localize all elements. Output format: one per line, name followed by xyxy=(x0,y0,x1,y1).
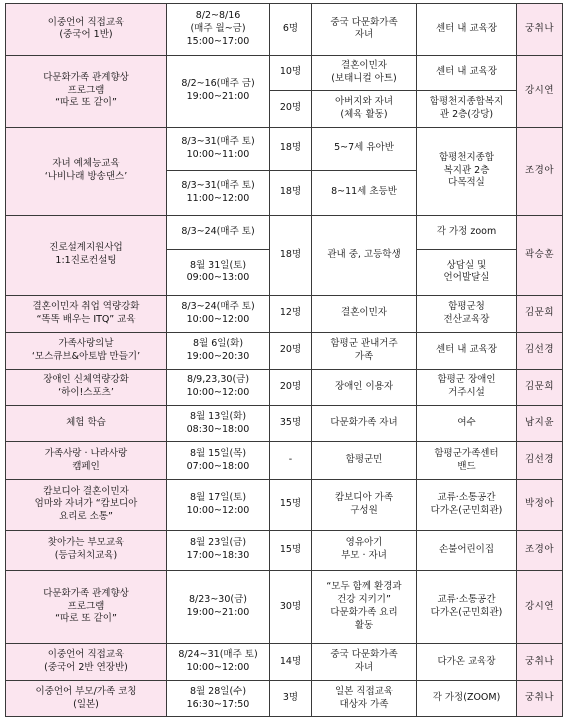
date-cell: 8/3~24(매주 토) 10:00~12:00 xyxy=(167,295,270,332)
contact-cell: 박정아 xyxy=(517,479,563,530)
date-cell: 8월 28일(수) 16:30~17:50 xyxy=(167,681,270,717)
target-cell: 결혼이민자 (보태니컬 아트) xyxy=(312,55,417,90)
venue-cell: 교류·소통공간 다가온(군민회관) xyxy=(417,479,517,530)
contact-cell: 궁취나 xyxy=(517,4,563,56)
program-cell: 결혼이민자 취업 역량강화 “똑똑 배우는 ITQ” 교육 xyxy=(6,295,167,332)
venue-cell: 함평군 장애인 거주시설 xyxy=(417,369,517,405)
venue-cell: 교류·소통공간 다가온(군민회관) xyxy=(417,571,517,644)
contact-cell: 강시연 xyxy=(517,571,563,644)
table-row xyxy=(6,442,563,479)
target-cell: 중국 다문화가족 자녀 xyxy=(312,643,417,680)
count-cell: 35명 xyxy=(270,406,312,442)
date-cell: 8/2~8/16 (매주 월~금) 15:00~17:00 xyxy=(167,4,270,56)
table-row xyxy=(6,643,563,680)
contact-cell: 김문희 xyxy=(517,295,563,332)
date-cell: 8/9,23,30(금) 10:00~12:00 xyxy=(167,369,270,405)
program-cell: 자녀 예체능교육 ‘나비나래 방송댄스’ xyxy=(6,127,167,215)
contact-cell: 강시연 xyxy=(517,55,563,127)
date-cell: 8월 31일(토) 09:00~13:00 xyxy=(167,250,270,296)
target-cell: 일본 직접교육 대상자 가족 xyxy=(312,681,417,717)
venue-cell: 상담실 및 언어발달실 xyxy=(417,250,517,296)
venue-cell: 여수 xyxy=(417,406,517,442)
date-cell: 8/23~30(금) 19:00~21:00 xyxy=(167,571,270,644)
venue-cell: 다가온 교육장 xyxy=(417,643,517,680)
date-cell: 8/2~16(매주 금) 19:00~21:00 xyxy=(167,55,270,127)
table-row xyxy=(6,369,563,405)
program-cell: 체험 학습 xyxy=(6,406,167,442)
count-cell: 6명 xyxy=(270,4,312,56)
program-cell: 캄보디아 결혼이민자 엄마와 자녀가 “캄보디아 요리로 소통” xyxy=(6,479,167,530)
venue-cell: 센터 내 교육장 xyxy=(417,4,517,56)
venue-cell: 손불어린이집 xyxy=(417,530,517,571)
venue-cell: 각 가정(ZOOM) xyxy=(417,681,517,717)
count-cell: - xyxy=(270,442,312,479)
count-cell: 3명 xyxy=(270,681,312,717)
table-row xyxy=(6,333,563,369)
program-cell: 이중언어 부모/가족 코칭 (일본) xyxy=(6,681,167,717)
program-cell: 가족사랑의날 ‘모스큐브&아토밥 만들기’ xyxy=(6,333,167,369)
table-row xyxy=(6,571,563,644)
target-cell: “모두 함께 환경과 건강 지키기” 다문화가족 요리 활동 xyxy=(312,571,417,644)
contact-cell: 김선경 xyxy=(517,333,563,369)
date-cell: 8월 13일(화) 08:30~18:00 xyxy=(167,406,270,442)
table-row xyxy=(6,4,563,56)
target-cell: 장애인 이용자 xyxy=(312,369,417,405)
program-cell: 이중언어 직접교육 (중국어 2반 연장반) xyxy=(6,643,167,680)
venue-cell: 함평천지종합복지 관 2층(강당) xyxy=(417,91,517,127)
target-cell: 아버지와 자녀 (체육 활동) xyxy=(312,91,417,127)
date-cell: 8/3~31(매주 토) 10:00~11:00 xyxy=(167,127,270,171)
target-cell: 다문화가족 자녀 xyxy=(312,406,417,442)
venue-cell: 센터 내 교육장 xyxy=(417,333,517,369)
count-cell: 15명 xyxy=(270,530,312,571)
count-cell: 18명 xyxy=(270,171,312,216)
contact-cell: 김선경 xyxy=(517,442,563,479)
count-cell: 30명 xyxy=(270,571,312,644)
contact-cell: 궁취나 xyxy=(517,643,563,680)
date-cell: 8월 6일(화) 19:00~20:30 xyxy=(167,333,270,369)
program-cell: 다문화가족 관계향상 프로그램 “따로 또 같이” xyxy=(6,571,167,644)
count-cell: 18명 xyxy=(270,215,312,295)
table-row xyxy=(6,127,563,171)
date-cell: 8/3~31(매주 토) 11:00~12:00 xyxy=(167,171,270,216)
date-cell: 8/3~24(매주 토) xyxy=(167,215,270,249)
date-cell: 8월 17일(토) 10:00~12:00 xyxy=(167,479,270,530)
count-cell: 12명 xyxy=(270,295,312,332)
count-cell: 18명 xyxy=(270,127,312,171)
contact-cell: 곽승훈 xyxy=(517,215,563,295)
program-schedule-table xyxy=(5,3,563,717)
target-cell: 8~11세 초등반 xyxy=(312,171,417,216)
venue-cell: 각 가정 zoom xyxy=(417,215,517,249)
count-cell: 20명 xyxy=(270,369,312,405)
program-cell: 장애인 신체역량강화 ‘하이!스포츠’ xyxy=(6,369,167,405)
count-cell: 20명 xyxy=(270,91,312,127)
venue-cell: 함평천지종합 복지관 2층 다목적실 xyxy=(417,127,517,215)
contact-cell: 조경아 xyxy=(517,530,563,571)
venue-cell: 센터 내 교육장 xyxy=(417,55,517,90)
date-cell: 8/24~31(매주 토) 10:00~12:00 xyxy=(167,643,270,680)
program-cell: 진로설계지원사업 1:1진로컨설팅 xyxy=(6,215,167,295)
venue-cell: 함평군가족센터 밴드 xyxy=(417,442,517,479)
table-row xyxy=(6,530,563,571)
contact-cell: 궁취나 xyxy=(517,681,563,717)
target-cell: 관내 중, 고등학생 xyxy=(312,215,417,295)
contact-cell: 조경아 xyxy=(517,127,563,215)
target-cell: 5~7세 유아반 xyxy=(312,127,417,171)
count-cell: 14명 xyxy=(270,643,312,680)
program-cell: 이중언어 직접교육 (중국어 1반) xyxy=(6,4,167,56)
venue-cell: 함평군청 전산교육장 xyxy=(417,295,517,332)
target-cell: 함평군 관내거주 가족 xyxy=(312,333,417,369)
table-row xyxy=(6,681,563,717)
table-row xyxy=(6,479,563,530)
program-cell: 찾아가는 부모교육 (등급처치교육) xyxy=(6,530,167,571)
count-cell: 10명 xyxy=(270,55,312,90)
table-row xyxy=(6,215,563,249)
program-cell: 다문화가족 관계향상 프로그램 “따로 또 같이” xyxy=(6,55,167,127)
target-cell: 함평군민 xyxy=(312,442,417,479)
target-cell: 영유아기 부모 · 자녀 xyxy=(312,530,417,571)
target-cell: 캄보디아 가족 구성원 xyxy=(312,479,417,530)
count-cell: 20명 xyxy=(270,333,312,369)
date-cell: 8월 15일(목) 07:00~18:00 xyxy=(167,442,270,479)
target-cell: 결혼이민자 xyxy=(312,295,417,332)
count-cell: 15명 xyxy=(270,479,312,530)
program-cell: 가족사랑 · 나라사랑 캠페인 xyxy=(6,442,167,479)
table-row xyxy=(6,406,563,442)
table-row xyxy=(6,55,563,90)
contact-cell: 남지윤 xyxy=(517,406,563,442)
contact-cell: 김문희 xyxy=(517,369,563,405)
table-row xyxy=(6,295,563,332)
target-cell: 중국 다문화가족 자녀 xyxy=(312,4,417,56)
date-cell: 8월 23일(금) 17:00~18:30 xyxy=(167,530,270,571)
